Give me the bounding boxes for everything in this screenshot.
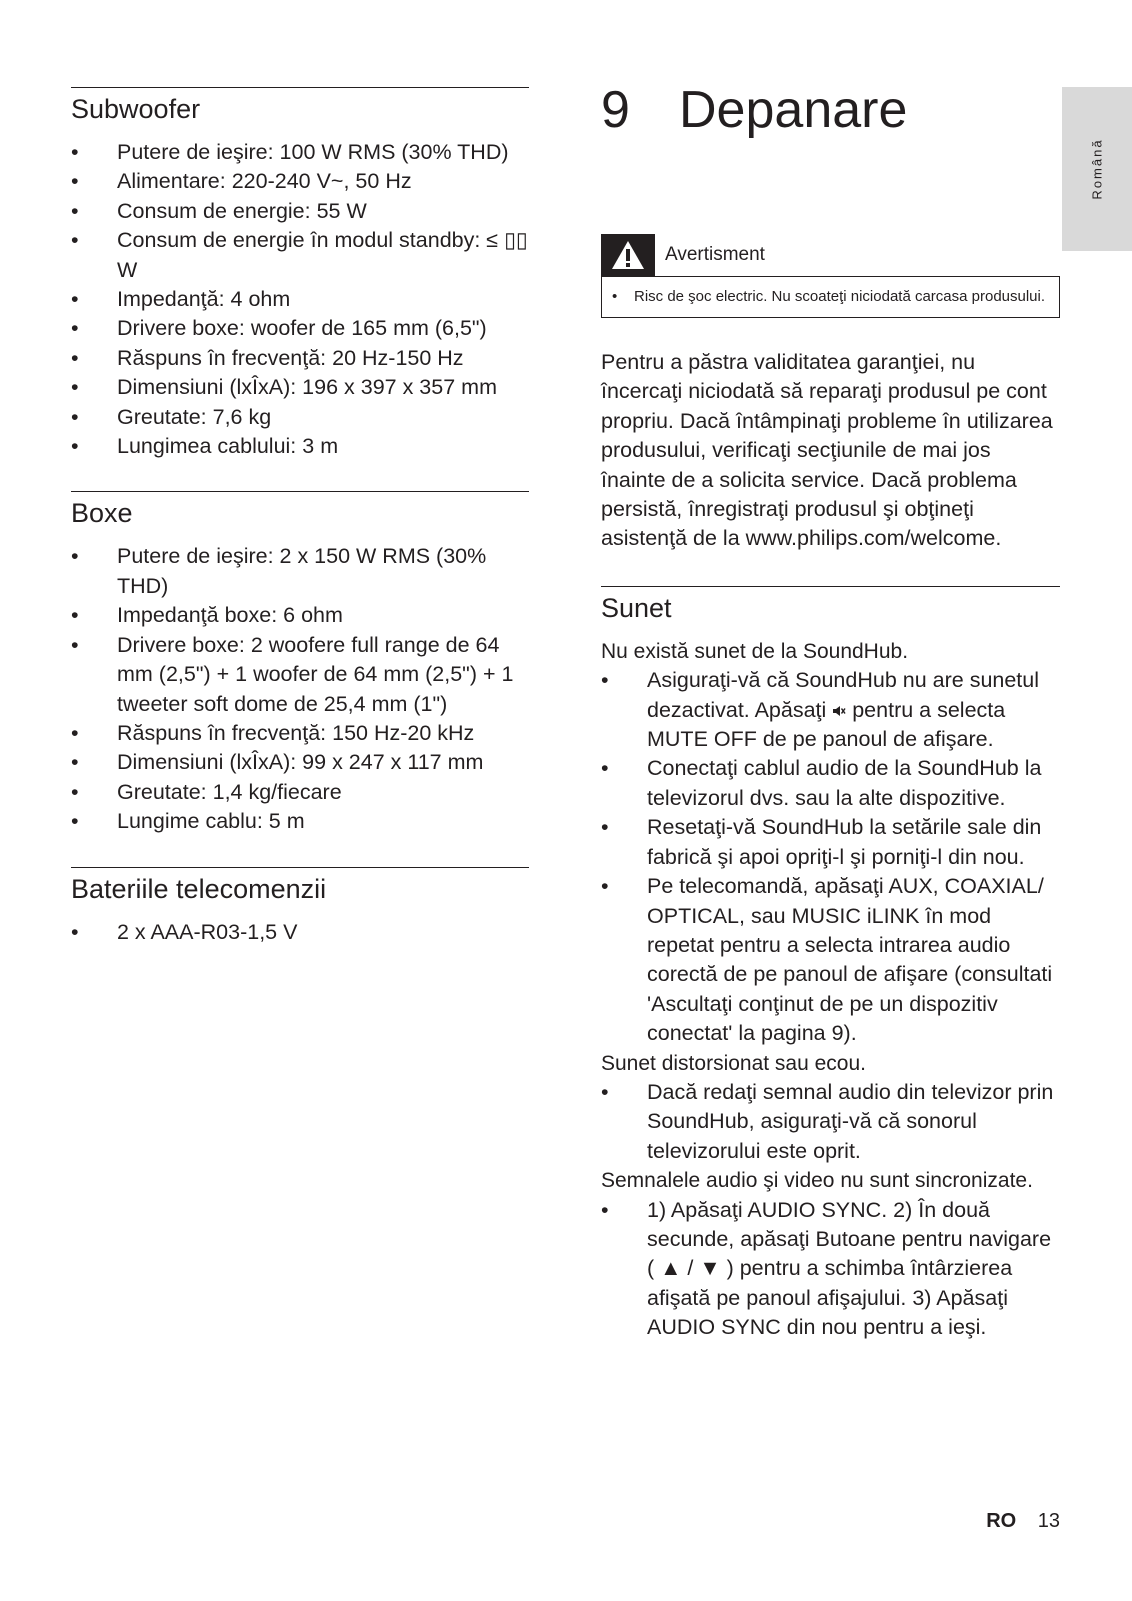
list-item: • Conectaţi cablul audio de la SoundHub la televizorul dvs. sau la alte dispozitive. <box>601 754 1060 813</box>
list-item: • Alimentare: 220-240 V~, 50 Hz <box>71 167 529 196</box>
problem-title: Sunet distorsionat sau ecou. <box>601 1051 867 1075</box>
left-column <box>71 87 529 947</box>
list-item: • Lungimea cablului: 3 m <box>71 432 529 461</box>
key-music-ilink: MUSIC iLINK <box>791 903 920 928</box>
warning-box <box>601 276 1060 318</box>
key-mute-off: MUTE OFF <box>647 727 757 752</box>
warning-label: Avertisment <box>665 244 765 265</box>
baterii-list <box>71 918 529 947</box>
list-item: • Greutate: 1,4 kg/fiecare <box>71 778 529 807</box>
page-number: 13 <box>1037 1510 1060 1532</box>
mute-icon <box>832 704 846 718</box>
list-item: • Consum de energie în modul standby: ≤ ▯▯ W <box>71 226 529 285</box>
page-footer <box>986 1510 1060 1533</box>
subwoofer-list <box>71 138 529 461</box>
key-audio-sync: AUDIO SYNC <box>647 1315 781 1340</box>
list-item: • Dacă redaţi semnal audio din televizor prin SoundHub, asiguraţi-vă că sonorul televizorului este oprit. <box>601 1078 1060 1166</box>
problem-title: Semnalele audio şi video nu sunt sincronizate. <box>601 1169 1033 1193</box>
sunet-title: Sunet <box>601 586 1060 625</box>
footer-language: RO <box>986 1510 1017 1532</box>
warning-header <box>601 234 1060 276</box>
problem-title: Nu există sunet de la SoundHub. <box>601 639 909 663</box>
problem-list <box>601 666 1060 1048</box>
language-tab <box>1062 87 1132 251</box>
chapter-heading <box>601 82 1060 138</box>
list-item: • Putere de ieşire: 2 x 150 W RMS (30% THD) <box>71 542 529 601</box>
list-item: • Răspuns în frecvenţă: 20 Hz-150 Hz <box>71 344 529 373</box>
list-item: • Impedanţă boxe: 6 ohm <box>71 601 529 630</box>
list-item: • Răspuns în frecvenţă: 150 Hz-20 kHz <box>71 719 529 748</box>
list-item: • Asiguraţi-vă că SoundHub nu are sunetul dezactivat. Apăsaţi pentru a selecta MUTE OFF de pe panoul de afişare. <box>601 666 1060 754</box>
baterii-title: Bateriile telecomenzii <box>71 867 529 906</box>
list-item: • Drivere boxe: 2 woofere full range de 64 mm (2,5") + 1 woofer de 64 mm (2,5") + 1 tweeter soft dome de 25,4 mm (1") <box>71 631 529 719</box>
list-item: • Greutate: 7,6 kg <box>71 403 529 432</box>
problem-list <box>601 1196 1060 1343</box>
subwoofer-title: Subwoofer <box>71 87 529 126</box>
chapter-title: Depanare <box>679 81 908 139</box>
list-item: • Pe telecomandă, apăsaţi AUX, COAXIAL/ OPTICAL, sau MUSIC iLINK în mod repetat pentru a selecta intrarea audio corectă de pe panoul de afişare (consultati 'Ascultaţi conţinut de pe un dispozitiv conectat' la pagina 9). <box>601 872 1060 1048</box>
list-item: • Resetaţi-vă SoundHub la setările sale din fabrică şi apoi opriţi-l şi porniţi-l din nou. <box>601 813 1060 872</box>
boxe-title: Boxe <box>71 491 529 530</box>
warning-icon <box>601 234 655 276</box>
key-navigation: Butoane pentru navigare <box>815 1226 1052 1251</box>
key-coaxial: COAXIAL/ OPTICAL <box>647 874 1044 928</box>
right-column <box>601 82 1060 1343</box>
list-item: • Impedanţă: 4 ohm <box>71 285 529 314</box>
list-item: • Drivere boxe: woofer de 165 mm (6,5") <box>71 314 529 343</box>
key-aux: AUX <box>888 874 933 899</box>
key-audio-sync: AUDIO SYNC <box>747 1197 882 1222</box>
list-item: • Lungime cablu: 5 m <box>71 807 529 836</box>
list-item: • Putere de ieşire: 100 W RMS (30% THD) <box>71 138 529 167</box>
intro-paragraph: Pentru a păstra validitatea garanţiei, nu încercaţi niciodată să reparaţi produsul pe cont propriu. Dacă întâmpinaţi probleme în utilizarea produsului, verificaţi secţiunile de mai jos înainte de a solicita service. Dacă problema persistă, înregistraţi produsul şi obţineţi asistenţă de la www.philips.com/welcome. <box>601 350 1053 551</box>
warning-item: • Risc de şoc electric. Nu scoateţi niciodată carcasa produsului. <box>612 286 1049 308</box>
list-item: • Consum de energie: 55 W <box>71 197 529 226</box>
problem-list <box>601 1078 1060 1166</box>
language-tab-label: Română <box>1089 138 1105 200</box>
list-item: • 2 x AAA-R03-1,5 V <box>71 918 529 947</box>
chapter-number: 9 <box>601 81 630 139</box>
list-item: • Dimensiuni (lxÎxA): 99 x 247 x 117 mm <box>71 748 529 777</box>
list-item: • Dimensiuni (lxÎxA): 196 x 397 x 357 mm <box>71 373 529 402</box>
boxe-list <box>71 542 529 836</box>
list-item: • 1) Apăsaţi AUDIO SYNC. 2) În două secunde, apăsaţi Butoane pentru navigare ( ▲ / ▼ ) pentru a schimba întârzierea afişată pe panoul afişajului. 3) Apăsaţi AUDIO SYNC din nou pentru a ieşi. <box>601 1196 1060 1343</box>
